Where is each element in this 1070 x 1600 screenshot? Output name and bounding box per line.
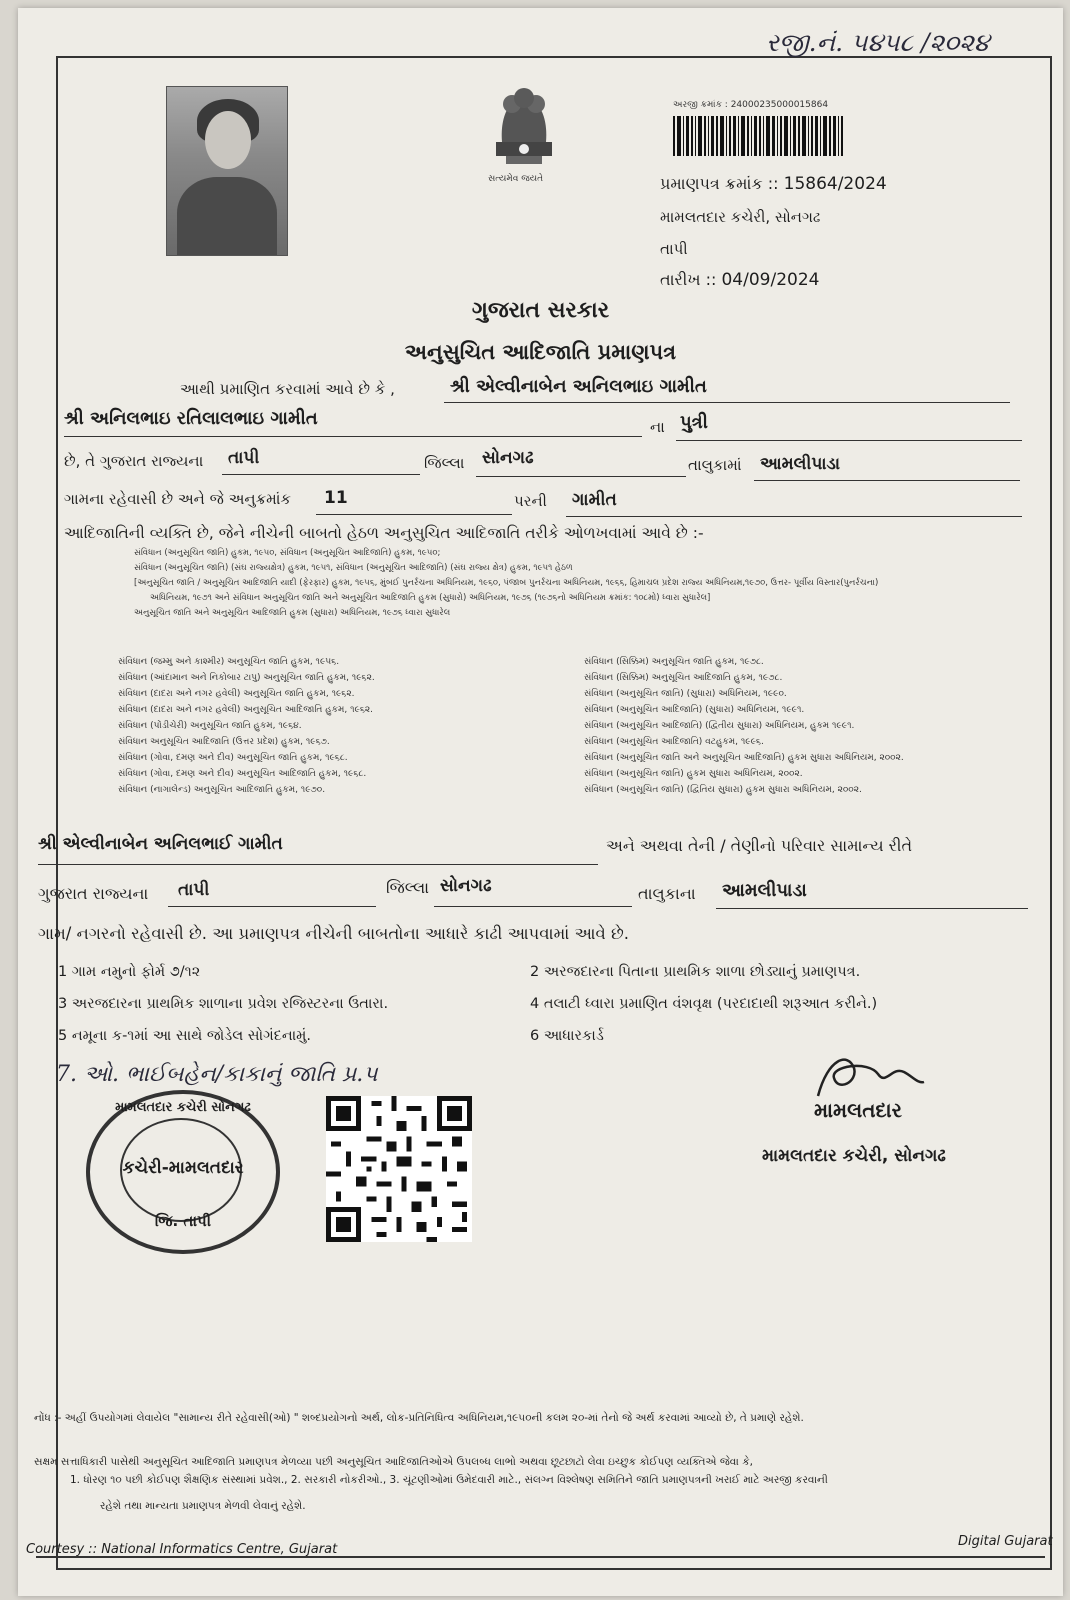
certify-text: આથી પ્રમાણિત કરવામાં આવે છે કે , — [180, 380, 395, 398]
stamp-top-text: મામલતદાર કચેરી સોનગઢ — [115, 1100, 251, 1115]
order-item: સંવિધાન (દાદરા અને નગર હવેલી) અનુસૂચિત જાતિ હુકમ, ૧૯૬૨. — [118, 689, 355, 699]
order-item: સંવિધાન (સિક્કિમ) અનુસૂચિત આદિજાતિ હુકમ, ૧૯૭૮. — [584, 673, 783, 683]
orders-right-column — [584, 654, 1044, 798]
applicant-name-repeat: શ્રી એલ્વીનાબેન અનિલભાઈ ગામીત — [38, 834, 283, 854]
footer-credit: Courtesy :: National Informatics Centre, Gujarat — [26, 1542, 338, 1557]
serial-number: 11 — [324, 488, 348, 508]
certificate-title: અનુસુચિત આદિજાતિ પ્રમાણપત્ર — [404, 340, 677, 364]
footer-brand: Digital Gujarat — [958, 1534, 1053, 1549]
district-value-2: તાપી — [178, 880, 210, 900]
order-item: સંવિધાન (અનુસૂચિત જાતિ અને અનુસૂચિત આદિજાતિ) હુકમ સુધારા અધિનિયમ, ૨૦૦૨. — [584, 753, 904, 763]
village-value: આમલીપાડા — [760, 454, 841, 474]
issue-date-row: તારીખ :: 04/09/2024 — [660, 270, 820, 290]
applicant-photo — [166, 86, 288, 256]
order-item: સંવિધાન (અનુસૂચિત જાતિ) હુકમ સુધારા અધિનિયમ, ૨૦૦૨. — [584, 769, 803, 779]
basis-text: ગામ/ નગરનો રહેવાસી છે. આ પ્રમાણપત્ર નીચેની બાબતોના આધારે કાઢી આપવામાં આવે છે. — [38, 924, 630, 943]
resident-text: ગામના રહેવાસી છે અને જે અનુક્રમાંક — [64, 490, 292, 508]
taluka-label: તાલુકામાં — [688, 456, 742, 474]
applicant-name: શ્રી એલ્વીનાબેન અનિલભાઇ ગામીત — [450, 376, 707, 397]
signatory-office: મામલતદાર કચેરી, સોનગઢ — [762, 1146, 946, 1166]
order-item: સંવિધાન (અનુસૂચિત જાતિ) (દ્વિતિય સુધારા) હુકમ સુધારા અધિનિયમ, ૨૦૦૨. — [584, 785, 862, 795]
issue-date-label: તારીખ — [660, 270, 701, 289]
basis-item: 3 અરજદારના પ્રાથમિક શાળાના પ્રવેશ રજિસ્ટરના ઉતારા. — [58, 996, 389, 1012]
state-text-2: ગુજરાત રાજ્યના — [38, 884, 149, 903]
competent-authority-list-continued: રહેશે તથા માન્યતા પ્રમાણપત્ર મેળવી લેવાનું રહેશે. — [100, 1500, 306, 1512]
order-item: સંવિધાન (અનુસૂચિત આદિજાતિ) (દ્વિતીય સુધારા) અધિનિયમ, હુકમ ૧૯૯૧. — [584, 721, 855, 731]
taluka-value: સોનગઢ — [482, 448, 534, 468]
order-item: સંવિધાન (દાદરા અને નગર હવેલી) અનુસૂચિત આદિજાતિ હુકમ, ૧૯૬૨. — [118, 705, 374, 715]
orders-header-list — [106, 546, 1036, 621]
handwritten-item-7: 7. ઓ. ભાઈબહેન/કાકાનું જાતિ પ્ર.પ — [56, 1062, 378, 1087]
certificate-border — [56, 56, 1052, 1570]
certificate-sheet — [18, 8, 1063, 1596]
certificate-number-label: પ્રમાણપત્ર ક્રમાંક — [660, 174, 763, 193]
competent-authority-list: 1. ધોરણ ૧૦ પછી કોઈપણ શૈક્ષણિક સંસ્થામાં પ્રવેશ., 2. સરકારી નોકરીઓ., 3. ચૂંટણીઓમાં ઉમેદવારી માટે., સંલગ્ન વિશ્લેષણ સમિતિને જાતિ પ્રમાણપત્રની ખરાઈ માટે અરજી કરવાની — [70, 1474, 828, 1486]
basis-item: 6 આધારકાર્ડ — [530, 1028, 604, 1044]
order-item: સંવિધાન (જમ્મુ અને કાશ્મીર) અનુસૂચિત જાતિ હુકમ, ૧૯૫૬. — [118, 657, 340, 667]
basis-item: 2 અરજદારના પિતાના પ્રાથમિક શાળા છોડ્યાનું પ્રમાણપત્ર. — [530, 964, 861, 980]
order-item: સંવિધાન (ગોવા, દમણ અને દીવ) અનુસૂચિત જાતિ હુકમ, ૧૯૬૮. — [118, 753, 348, 763]
orders-left-column — [118, 654, 578, 798]
district-label: જિલ્લા — [424, 454, 465, 472]
orders-header-line: સંવિધાન (અનુસૂચિત જાતિ) હુકમ, ૧૯૫૦, સંવિધાન (અનુસૂચિત આદિજાતિ) હુકમ, ૧૯૫૦; — [134, 548, 441, 558]
orders-header-line: અધિનિયમ, ૧૯૭૧ અને સંવિધાન અનુસૂચિત જાતિ અને અનુસૂચિત આદિજાતિ હુકમ (સુધારો) અધિનિયમ, ૧૯૭૬ (૧૯૭૬નો અધિનિયમ ક્રમાંક: ૧૦૮મો) ધ્વારા સુધારેલ] — [150, 593, 711, 603]
competent-authority-text: સક્ષમ સત્તાધિકારી પાસેથી અનુસૂચિત આદિજાતિ પ્રમાણપત્ર મેળવ્યા પછી અનુસૂચિત આદિજાતિઓએ ઉપલબ્ધ લાભો અથવા છૂટછાટો લેવા ઇચ્છુક કોઈપણ વ્યક્તિએ જેવા કે, — [34, 1456, 753, 1468]
father-name: શ્રી અનિલભાઇ રતિલાલભાઇ ગામીત — [64, 408, 318, 429]
national-emblem-icon — [480, 78, 568, 188]
family-text: અને અથવા તેની / તેણીનો પરિવાર સામાન્ય રીતે — [606, 836, 913, 855]
handwritten-registration-number: રજી.નં. ૫૪૫૮ /૨૦૨૪ — [766, 28, 990, 57]
emblem-motto: સત્યમેવ જયતે — [488, 174, 544, 184]
na-label: ના — [650, 418, 665, 436]
certificate-number: 15864/2024 — [783, 174, 887, 194]
village-value-2: આમલીપાડા — [722, 880, 807, 901]
tribe-recognition-text: આદિજાતિની વ્યક્તિ છે, જેને નીચેની બાબતો હેઠળ અનુસુચિત આદિજાતિ તરીકે ઓળખવામાં આવે છે :- — [64, 524, 704, 542]
parni-label: પરની — [514, 492, 547, 510]
stamp-bottom-text: જિ. તાપી — [154, 1212, 212, 1230]
relation: પુત્રી — [680, 412, 708, 433]
order-item: સંવિધાન (પોંડીચેરી) અનુસૂચિત જાતિ હુકમ, ૧૯૬૪. — [118, 721, 302, 731]
official-round-stamp — [86, 1090, 280, 1254]
order-item: સંવિધાન અનુસૂચિત આદિજાતિ (ઉત્તર પ્રદેશ) હુકમ, ૧૯૬૭. — [118, 737, 330, 747]
verification-qr-code — [326, 1096, 472, 1242]
orders-header-line: સંવિધાન (અનુસૂચિત જાતિ) (સંઘ રાજ્યક્ષેત્ર) હુકમ, ૧૯૫૧, સંવિધાન (અનુસૂચિત આદિજાતિ) (સંઘ રાજ્ય ક્ષેત્ર) હુકમ, ૧૯૫૧ હેઠળ — [134, 563, 573, 573]
order-item: સંવિધાન (નાગાલેન્ડ) અનુસૂચિત આદિજાતિ હુકમ, ૧૯૭૦. — [118, 785, 326, 795]
basis-item: 5 નમૂના ક-૧માં આ સાથે જોડેલ સોગંદનામું. — [58, 1028, 312, 1044]
residence-note: નોંધ :- અહીં ઉપયોગમાં લેવાયેલ "સામાન્ય રીતે રહેવાસી(ઓ) " શબ્દપ્રયોગનો અર્થ, લોક-પ્રતિનિધિત્વ અધિનિયમ,૧૯૫૦ની કલમ ૨૦-માં તેનો જે અર્થ કરવામાં આવ્યો છે, તે પ્રમાણે રહેશે. — [34, 1412, 804, 1424]
district-value: તાપી — [228, 448, 260, 468]
application-barcode — [673, 116, 879, 156]
certificate-number-row: પ્રમાણપત્ર ક્રમાંક :: 15864/2024 — [660, 174, 887, 194]
tribe-name: ગામીત — [572, 490, 617, 510]
issue-date: 04/09/2024 — [721, 270, 820, 290]
stamp-middle-text: કચેરી-મામલતદાર — [122, 1158, 244, 1178]
issuing-district: તાપી — [660, 240, 688, 258]
order-item: સંવિધાન (આંદામાન અને નિકોબાર ટાપુ) અનુસૂચિત જાતિ હુકમ, ૧૯૬૨. — [118, 673, 375, 683]
order-item: સંવિધાન (અનુસૂચિત જાતિ) (સુધારા) અધિનિયમ, ૧૯૯૦. — [584, 689, 787, 699]
district-label-2: જિલ્લા — [386, 878, 430, 897]
state-text: છે, તે ગુજરાત રાજ્યના — [64, 452, 204, 470]
order-item: સંવિધાન (સિક્કિમ) અનુસૂચિત જાતિ હુકમ, ૧૯૭૮. — [584, 657, 764, 667]
application-number: અરજી ક્રમાંક : 24000235000015864 — [673, 100, 829, 110]
basis-item: 1 ગામ નમુનો ફોર્મ ૭/૧૨ — [58, 964, 201, 980]
issuing-office: મામલતદાર કચેરી, સોનગઢ — [660, 208, 821, 226]
order-item: સંવિધાન (અનુસૂચિત આદિજાતિ) વટહુકમ, ૧૯૯૬. — [584, 737, 764, 747]
basis-item: 4 તલાટી ધ્વારા પ્રમાણિત વંશવૃક્ષ (પરદાદાથી શરૂઆત કરીને.) — [530, 996, 878, 1012]
orders-header-line: અનુસૂચિત જાતિ અને અનુસૂચિત આદિજાતિ હુકમ (સુધારા) અધિનિયમ, ૧૯૭૬ ધ્વારા સુધારેલ — [134, 608, 451, 618]
orders-header-line: [અનુસૂચિત જાતિ / અનુસૂચિત આદિજાતિ યાદી (ફેરફાર) હુકમ, ૧૯૫૬, મુંબઈ પુનર્રચના અધિનિયમ, ૧૯૬૦, પંજાબ પુનર્રચના અધિનિયમ, ૧૯૬૬, હિમાચલ પ્રદેશ રાજ્ય અધિનિયમ,૧૯૭૦, ઉત્તર- પૂર્વીય વિસ્તાર(પુનર્રચના) — [134, 578, 879, 588]
taluka-label-2: તાલુકાના — [638, 884, 696, 903]
government-title: ગુજરાત સરકાર — [471, 298, 610, 323]
order-item: સંવિધાન (અનુસૂચિત આદિજાતિ) (સુધારા) અધિનિયમ, ૧૯૯૧. — [584, 705, 805, 715]
taluka-value-2: સોનગઢ — [440, 876, 492, 896]
order-item: સંવિધાન (ગોવા, દમણ અને દીવ) અનુસૂચિત આદિજાતિ હુકમ, ૧૯૬૮. — [118, 769, 367, 779]
signatory-title: મામલતદાર — [814, 1098, 902, 1122]
